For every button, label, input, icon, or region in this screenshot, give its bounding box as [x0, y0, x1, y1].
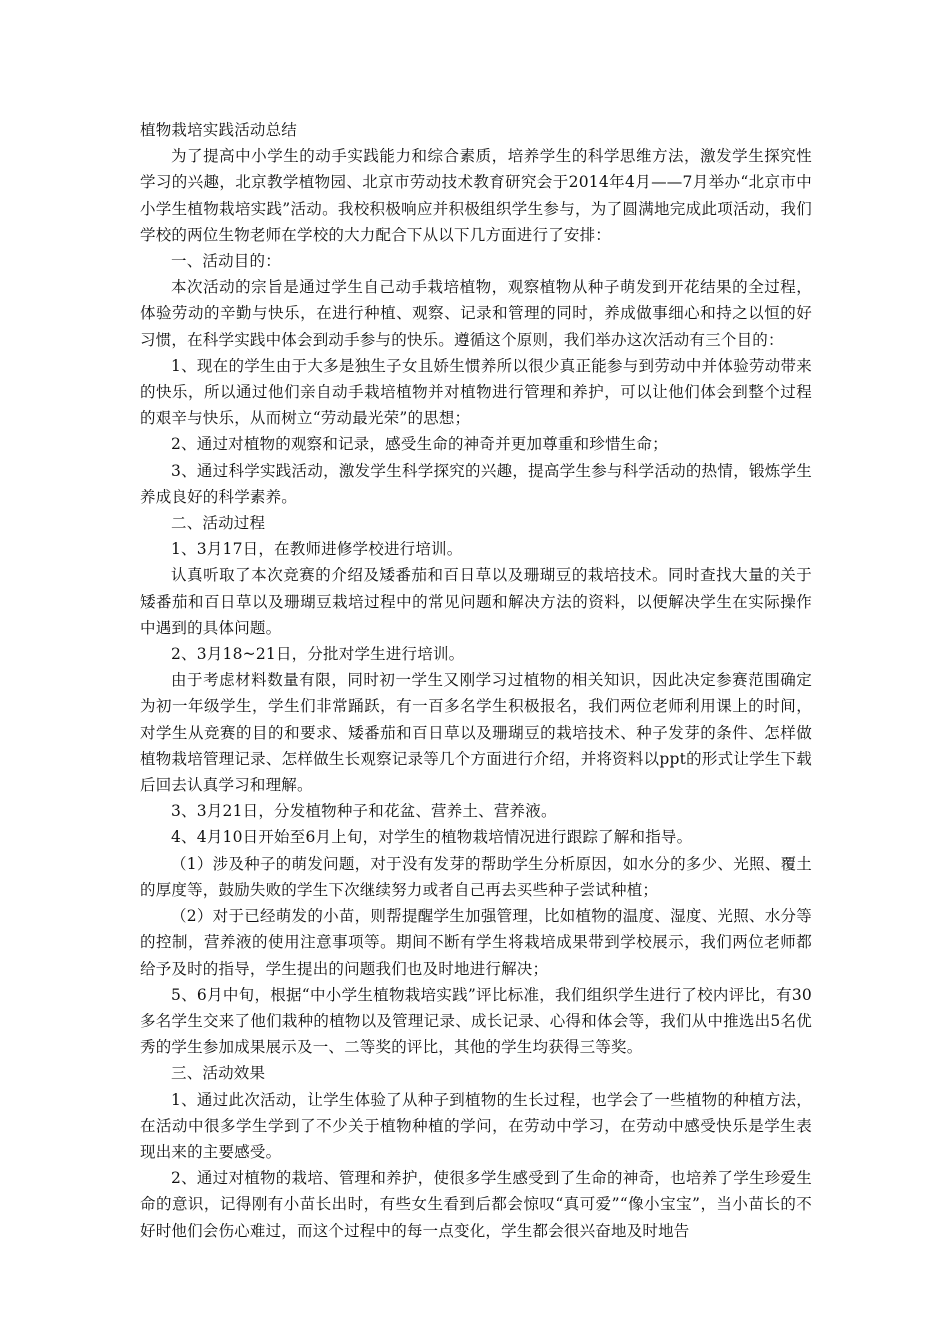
- process-item-1: 1、3月17日，在教师进修学校进行培训。: [171, 540, 463, 559]
- purpose-item-3: 3、通过科学实践活动，激发学生科学探究的兴趣，提高学生参与科学活动的热情，锻炼学生养成良好的科学素养。: [140, 461, 812, 506]
- effect-item-1: 1、通过此次活动，让学生体验了从种子到植物的生长过程，也学会了一些植物的种植方法，在活动中很多学生学到了不少关于植物种植的学问，在劳动中学习，在劳动中感受快乐是学生表现出来的主要感受。: [140, 1090, 812, 1161]
- purpose-item-2: 2、通过对植物的观察和记录，感受生命的神奇并更加尊重和珍惜生命；: [171, 435, 668, 454]
- process-item-4: 4、4月10日开始至6月上旬，对学生的植物栽培情况进行跟踪了解和指导。: [171, 828, 693, 847]
- purpose-paragraph: 本次活动的宗旨是通过学生自己动手栽培植物，观察植物从种子萌发到开花结果的全过程，体验劳动的辛勤与快乐，在进行种植、观察、记录和管理的同时，养成做事细心和持之以恒的好习惯，在科学实践中体会到动手参与的快乐。遵循这个原则，我们举办这次活动有三个目的：: [140, 278, 812, 349]
- intro-paragraph: 为了提高中小学生的动手实践能力和综合素质，培养学生的科学思维方法，激发学生探究性学习的兴趣，北京教学植物园、北京市劳动技术教育研究会于2014年4月——7月举办“北京市中小学生植物栽培实践”活动。我校积极响应并积极组织学生参与，为了圆满地完成此项活动，我们学校的两位生物老师在学校的大力配合下从以下几方面进行了安排：: [140, 147, 812, 244]
- process-item-5: 5、6月中旬，根据“中小学生植物栽培实践”评比标准，我们组织学生进行了校内评比，有30多名学生交来了他们栽种的植物以及管理记录、成长记录、心得和体会等，我们从中推选出5名优秀的学生参加成果展示及一、二等奖的评比，其他的学生均获得三等奖。: [140, 985, 812, 1057]
- process-item-3: 3、3月21日，分发植物种子和花盆、营养土、营养液。: [171, 802, 557, 821]
- purpose-item-1: 1、现在的学生由于大多是独生子女且娇生惯养所以很少真正能参与到劳动中并体验劳动带来的快乐，所以通过他们亲自动手栽培植物并对植物进行管理和养护，可以让他们体会到整个过程的艰辛与快乐，从而树立“劳动最光荣”的思想；: [140, 356, 812, 428]
- process-item-1-detail: 认真听取了本次竞赛的介绍及矮番茄和百日草以及珊瑚豆的栽培技术。同时查找大量的关于矮番茄和百日草以及珊瑚豆栽培过程中的常见问题和解决方法的资料，以便解决学生在实际操作中遇到的具体问题。: [140, 566, 812, 637]
- process-item-2: 2、3月18~21日，分批对学生进行培训。: [171, 645, 465, 664]
- process-item-2-detail: 由于考虑材料数量有限，同时初一学生又刚学习过植物的相关知识，因此决定参赛范围确定为初一年级学生，学生们非常踊跃，有一百多名学生积极报名，我们两位老师利用课上的时间，对学生从竞赛的目的和要求、矮番茄和百日草以及珊瑚豆的栽培技术、种子发芽的条件、怎样做植物栽培管理记录、怎样做生长观察记录等几个方面进行介绍，并将资料以ppt的形式让学生下载后回去认真学习和理解。: [140, 671, 812, 795]
- section-heading-process: 二、活动过程: [171, 514, 266, 533]
- document-title: 植物栽培实践活动总结: [140, 121, 298, 139]
- section-heading-purpose: 一、活动目的：: [171, 252, 281, 271]
- process-item-4-sub-1: （1）涉及种子的萌发问题，对于没有发芽的帮助学生分析原因，如水分的多少、光照、覆土的厚度等，鼓励失败的学生下次继续努力或者自己再去买些种子尝试种植；: [140, 854, 812, 899]
- effect-item-2: 2、通过对植物的栽培、管理和养护，使很多学生感受到了生命的神奇，也培养了学生珍爱生命的意识，记得刚有小苗长出时，有些女生看到后都会惊叹“真可爱”“像小宝宝”，当小苗长的不好时他们会伤心难过，而这个过程中的每一点变化，学生都会很兴奋地及时地告: [140, 1169, 812, 1240]
- document-page: [140, 117, 812, 1244]
- process-item-4-sub-2: （2）对于已经萌发的小苗，则帮提醒学生加强管理，比如植物的温度、湿度、光照、水分等的控制，营养液的使用注意事项等。期间不断有学生将栽培成果带到学校展示，我们两位老师都给予及时的指导，学生提出的问题我们也及时地进行解决；: [140, 907, 812, 978]
- section-heading-effect: 三、活动效果: [171, 1064, 266, 1083]
